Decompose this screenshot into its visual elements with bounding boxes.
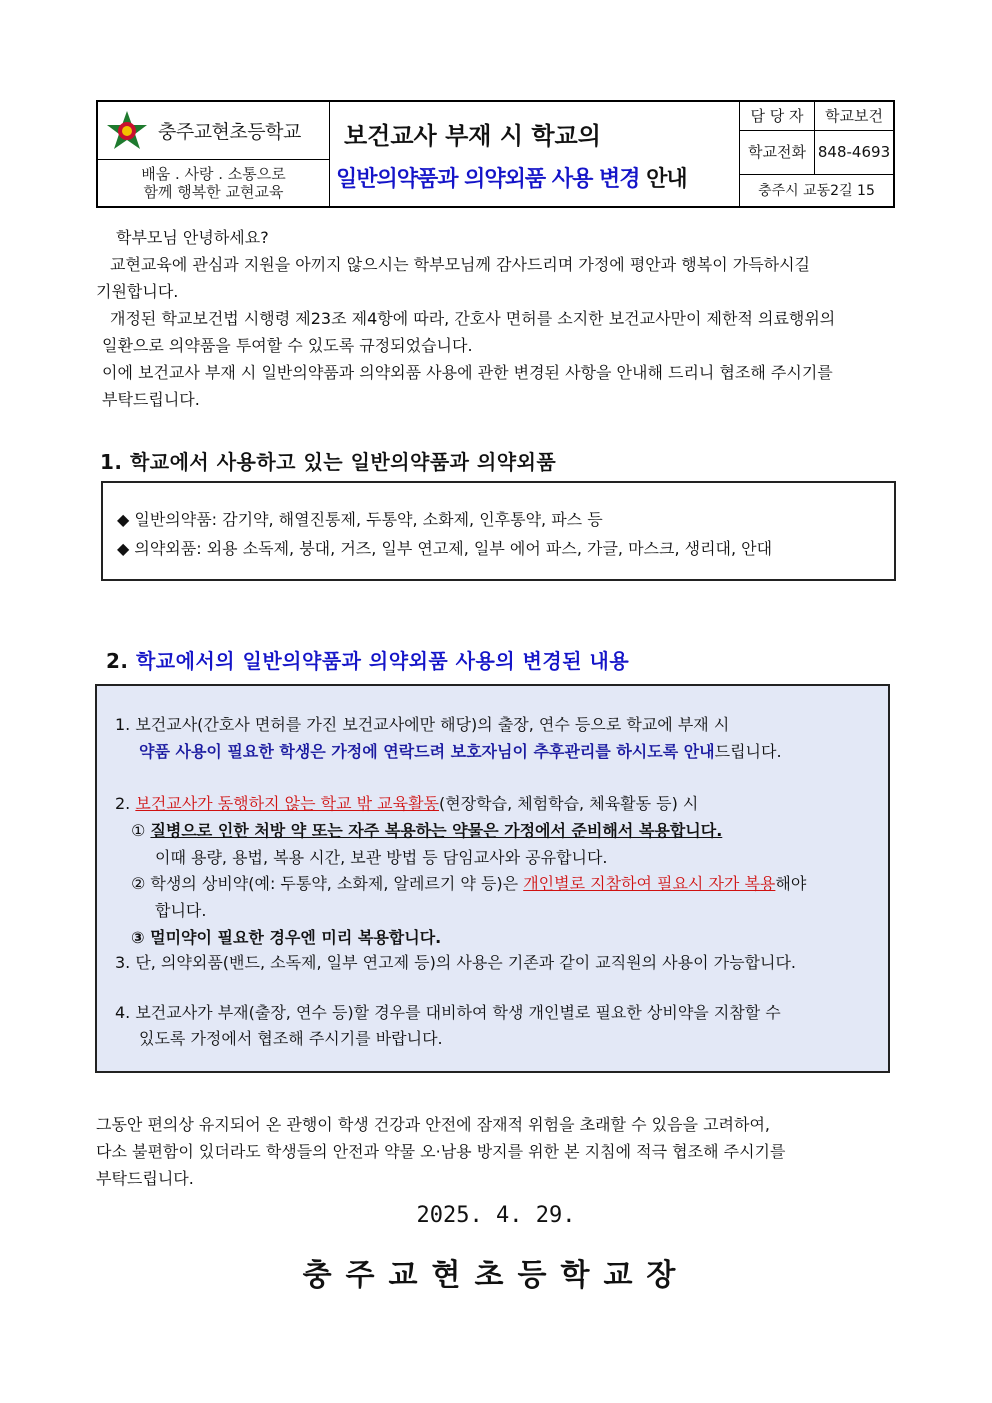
quasi-drug-item: ◆ 의약외품: 외용 소독제, 붕대, 거즈, 일부 연고제, 일부 에어 파스, 가글, 마스크, 생리대, 안대 bbox=[117, 539, 773, 558]
info-row-manager bbox=[740, 102, 893, 131]
info-key: 학교전화 bbox=[740, 130, 815, 174]
item2-sub2 bbox=[131, 871, 806, 894]
info-key: 담 당 자 bbox=[740, 102, 815, 130]
title-cell bbox=[330, 102, 740, 206]
document-date: 2025. 4. 29. bbox=[416, 1203, 576, 1228]
item2-sub3: ③ 멀미약이 필요한 경우엔 미리 복용합니다. bbox=[131, 928, 442, 947]
title-line2-black: 안내 bbox=[639, 167, 687, 192]
title-line2 bbox=[336, 162, 687, 193]
item2-red: 보건교사가 동행하지 않는 학교 밖 교육활동 bbox=[135, 794, 439, 813]
motto-line2: 함께 행복한 교현교육 bbox=[143, 183, 284, 201]
item1-rest: 드립니다. bbox=[714, 742, 782, 761]
contact-info bbox=[740, 102, 893, 206]
info-row-phone bbox=[740, 130, 893, 175]
item2-sub1-line2: 이때 용량, 용법, 복용 시간, 보관 방법 등 담임교사와 공유합니다. bbox=[155, 848, 608, 867]
item2-rest: (현장학습, 체험학습, 체육활동 등) 시 bbox=[439, 794, 699, 813]
info-value: 학교보건 bbox=[825, 107, 883, 125]
closing-line3: 부탁드립니다. bbox=[96, 1169, 194, 1188]
section1-title: 1. 학교에서 사용하고 있는 일반의약품과 의약외품 bbox=[100, 450, 557, 474]
section2-title-num: 2. bbox=[106, 649, 136, 673]
section2-title-text: 학교에서의 일반의약품과 의약외품 사용의 변경된 내용 bbox=[135, 649, 630, 673]
closing bbox=[96, 1111, 896, 1192]
closing-line1: 그동안 편의상 유지되어 온 관행이 학생 건강과 안전에 잠재적 위험을 초래할 수 있음을 고려하여, bbox=[96, 1115, 770, 1134]
intro-p2-line1: 개정된 학교보건법 시행령 제23조 제4항에 따라, 간호사 면허를 소지한 보건교사만이 제한적 의료행위의 bbox=[110, 309, 836, 328]
item4-line2: 있도록 가정에서 협조해 주시기를 바랍니다. bbox=[139, 1029, 443, 1048]
section2-title bbox=[106, 645, 629, 674]
intro-p2-line2: 일환으로 의약품을 투여할 수 있도록 규정되었습니다. bbox=[102, 336, 473, 355]
principal-signature: 충주교현초등학교장 bbox=[302, 1258, 690, 1293]
school-logo-cell bbox=[98, 102, 330, 160]
intro-p1-line2: 기원합니다. bbox=[96, 282, 179, 301]
title-line2-blue: 일반의약품과 의약외품 사용 변경 bbox=[336, 167, 640, 192]
intro-p3-line2: 부탁드립니다. bbox=[102, 390, 200, 409]
sub2-post: 해야 bbox=[775, 874, 807, 893]
motto-line1: 배움 . 사랑 . 소통으로 bbox=[141, 165, 286, 183]
intro-p3-line1: 이에 보건교사 부재 시 일반의약품과 의약외품 사용에 관한 변경된 사항을 안내해 드리니 협조해 주시기를 bbox=[102, 363, 833, 382]
item1-bold: 약품 사용이 필요한 학생은 가정에 연락드려 보호자님이 추후관리를 하시도록 안내 bbox=[139, 742, 715, 761]
otc-medicine-item: ◆ 일반의약품: 감기약, 해열진통제, 두통약, 소화제, 인후통약, 파스 등 bbox=[117, 510, 603, 529]
item4-line1: 4. 보건교사가 부재(출장, 연수 등)할 경우를 대비하여 학생 개인별로 필요한 상비약을 지참할 수 bbox=[115, 1003, 781, 1022]
school-emblem-icon bbox=[104, 109, 150, 153]
closing-line2: 다소 불편함이 있더라도 학생들의 안전과 약물 오·남용 방지를 위한 본 지침에 적극 협조해 주시기를 bbox=[96, 1142, 786, 1161]
greeting: 학부모님 안녕하세요? bbox=[116, 228, 269, 247]
title-line1: 보건교사 부재 시 학교의 bbox=[344, 122, 601, 150]
sub2-pre: ② 학생의 상비약(예: 두통약, 소화제, 알레르기 약 등)은 bbox=[131, 874, 524, 893]
document-header bbox=[96, 100, 895, 208]
section2-box bbox=[95, 684, 890, 1073]
sub2-red: 개인별로 지참하여 필요시 자가 복용 bbox=[523, 874, 776, 893]
item1-line2 bbox=[139, 739, 782, 762]
item2-line bbox=[115, 791, 698, 814]
item2-sub2-line2: 합니다. bbox=[155, 901, 207, 920]
item2-sub1 bbox=[131, 818, 722, 841]
sub1-num: ① bbox=[131, 821, 151, 840]
school-motto bbox=[98, 160, 330, 206]
info-value: 848-4693 bbox=[817, 143, 891, 161]
sub1-bold: 질병으로 인한 처방 약 또는 자주 복용하는 약물은 가정에서 준비해서 복용합니다. bbox=[150, 821, 723, 840]
item1-line1: 1. 보건교사(간호사 면허를 가진 보건교사에만 해당)의 출장, 연수 등으로 학교에 부재 시 bbox=[115, 715, 730, 734]
item3: 3. 단, 의약외품(밴드, 소독제, 일부 연고제 등)의 사용은 기존과 같이 교직원의 사용이 가능합니다. bbox=[115, 953, 796, 972]
intro bbox=[96, 224, 896, 413]
school-name: 충주교현초등학교 bbox=[158, 121, 301, 143]
school-address: 충주시 교동2길 15 bbox=[758, 183, 875, 199]
item2-prefix: 2. bbox=[115, 794, 136, 813]
section1-box bbox=[101, 481, 896, 581]
intro-p1-line1: 교현교육에 관심과 지원을 아끼지 않으시는 학부모님께 감사드리며 가정에 평안과 행복이 가득하시길 bbox=[110, 255, 811, 274]
